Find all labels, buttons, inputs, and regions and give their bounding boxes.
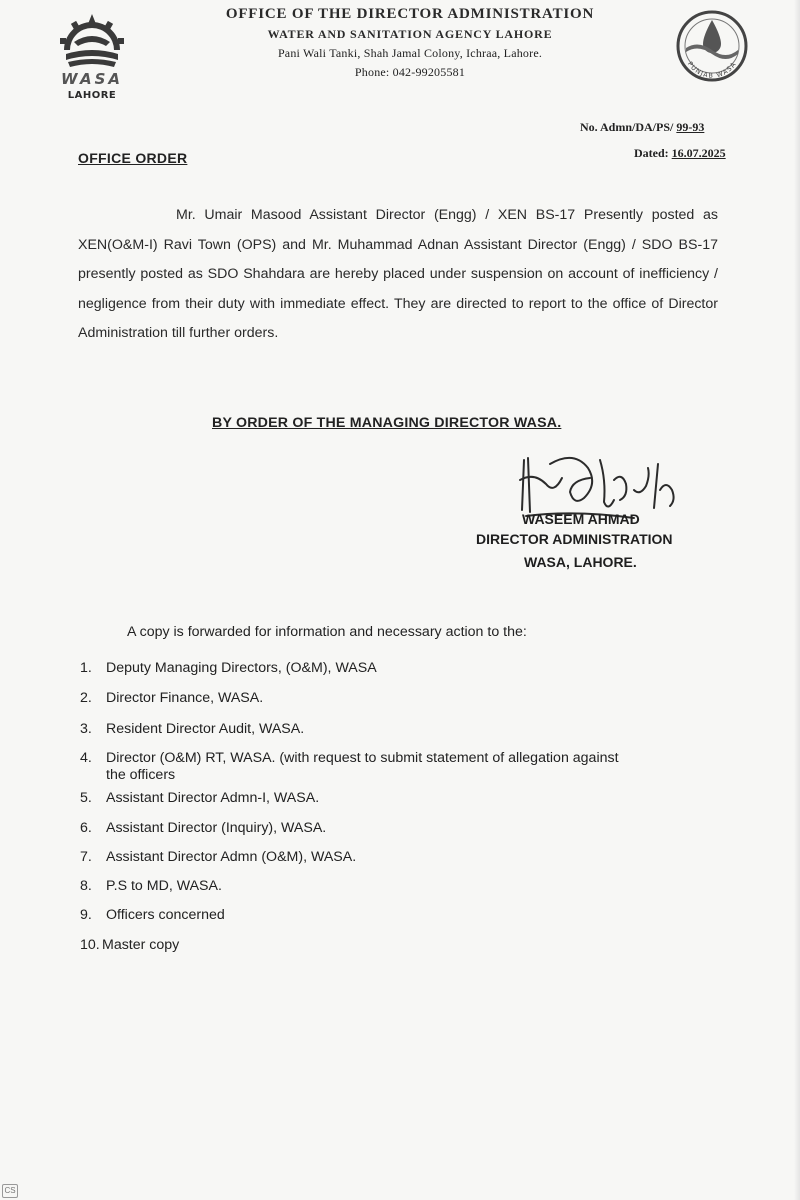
list-item	[80, 790, 319, 807]
list-item-text: Director Finance, WASA.	[106, 690, 264, 706]
signatory-office: WASA, LAHORE.	[524, 554, 637, 570]
list-item-text: Deputy Managing Directors, (O&M), WASA	[106, 660, 377, 676]
list-item-number: 7.	[80, 849, 92, 865]
list-item-text: Assistant Director Admn-I, WASA.	[106, 790, 320, 806]
letterhead-agency: WATER AND SANITATION AGENCY LAHORE	[267, 27, 553, 41]
letterhead-office: OFFICE OF THE DIRECTOR ADMINISTRATION	[225, 6, 595, 22]
list-item-text: Officers concerned	[106, 907, 225, 923]
list-item-number: 1.	[80, 660, 92, 676]
list-item-number: 4.	[80, 750, 92, 766]
list-item	[80, 907, 225, 924]
list-item-number: 8.	[80, 878, 92, 894]
list-item-text: Director (O&M) RT, WASA. (with request to submit statement of allegation against	[106, 750, 619, 766]
document-title: OFFICE ORDER	[78, 150, 188, 166]
list-item	[80, 937, 179, 954]
reference-number-value: 99-93	[676, 120, 705, 134]
camscanner-badge-icon: CS	[2, 1184, 18, 1198]
punjab-wasa-logo	[672, 10, 752, 88]
list-item	[80, 849, 356, 866]
letterhead-address: Pani Wali Tanki, Shah Jamal Colony, Ichraa, Lahore.	[277, 46, 543, 60]
logo-right-arc-text: PUNJAB WASA	[685, 60, 739, 80]
list-item-number: 5.	[80, 790, 92, 806]
wasa-lahore-logo	[52, 10, 132, 100]
list-item-number: 2.	[80, 690, 92, 706]
list-item-text: Master copy	[102, 937, 180, 953]
reference-number-label: No. Admn/DA/PS/	[580, 120, 674, 134]
list-item-number: 6.	[80, 820, 92, 836]
list-item	[80, 660, 377, 677]
list-item	[80, 721, 304, 738]
list-item-number: 9.	[80, 907, 92, 923]
letterhead-phone: Phone: 042-99205581	[354, 65, 466, 79]
logo-left-city: LAHORE	[67, 90, 117, 100]
list-item	[80, 878, 222, 895]
reference-date	[634, 146, 726, 161]
list-item-number: 10.	[80, 937, 100, 953]
list-item-text: Assistant Director (Inquiry), WASA.	[106, 820, 327, 836]
order-body: Mr. Umair Masood Assistant Director (Engg) / XEN BS-17 Presently posted as XEN(O&M-I) Ravi Town (OPS) and Mr. Muhammad Adnan Assistant Director (Engg) / SDO BS-17 presently posted as SDO Shahdara are hereby placed under suspension on account of inefficiency / negligence from their duty with immediate effect. They are directed to report to the office of Director Administration till further orders.	[78, 207, 718, 341]
list-item	[80, 690, 263, 707]
list-item-number: 3.	[80, 721, 92, 737]
list-item-text-continued: the officers	[106, 767, 176, 783]
list-item-text: P.S to MD, WASA.	[106, 878, 222, 894]
by-order-line: BY ORDER OF THE MANAGING DIRECTOR WASA.	[212, 415, 562, 431]
reference-number	[580, 120, 704, 135]
reference-date-value: 16.07.2025	[671, 146, 726, 160]
copy-forwarded-intro: A copy is forwarded for information and necessary action to the:	[127, 624, 527, 640]
signatory-designation: DIRECTOR ADMINISTRATION	[476, 531, 673, 547]
list-item	[80, 820, 326, 837]
list-item-text: Assistant Director Admn (O&M), WASA.	[106, 849, 357, 865]
list-item	[80, 750, 619, 784]
reference-date-label: Dated:	[634, 146, 669, 160]
logo-left-wordmark: WASA	[60, 70, 124, 88]
list-item-text: Resident Director Audit, WASA.	[106, 721, 305, 737]
signatory-name: WASEEM AHMAD	[522, 511, 640, 527]
